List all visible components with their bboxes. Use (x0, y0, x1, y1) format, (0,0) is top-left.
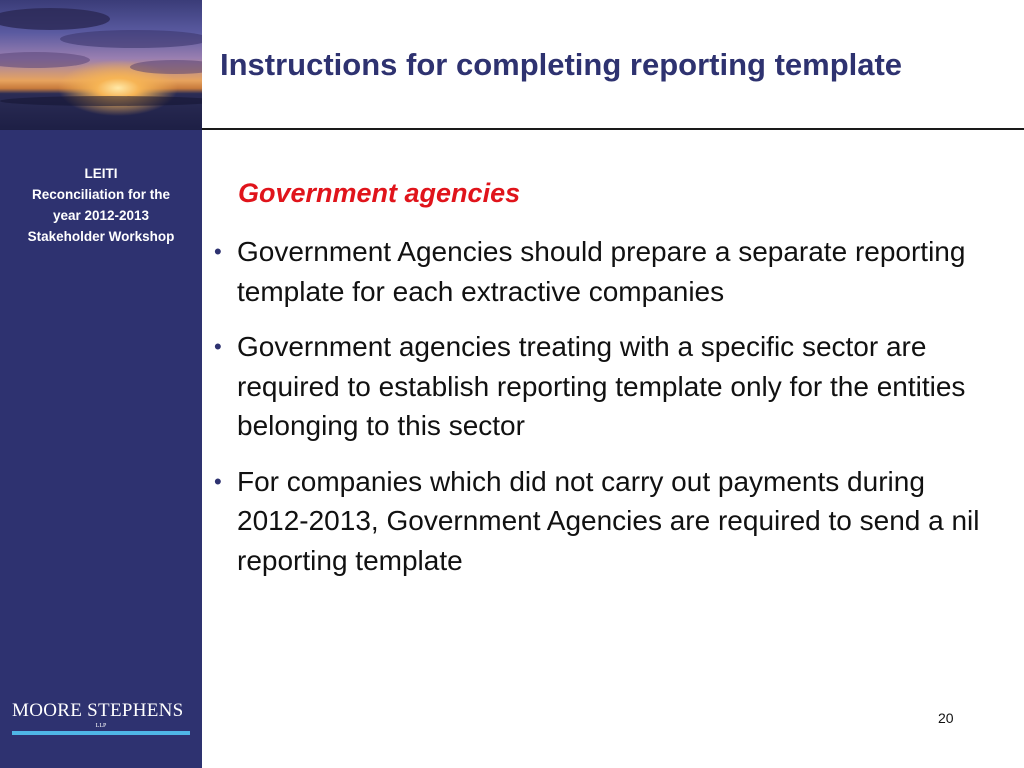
sidebar (0, 0, 202, 768)
sidebar-line: LEITI (84, 166, 118, 181)
moore-stephens-logo (12, 700, 192, 735)
bullet-marker: • (214, 468, 222, 494)
bullet-item (214, 462, 1004, 581)
bullet-marker: • (214, 334, 222, 359)
page-number: 20 (938, 710, 954, 726)
bullet-text: Government agencies treating with a specific sector are required to establish reporting template only for the entities belonging to this sector (237, 331, 966, 441)
bullet-text: For companies which did not carry out payments during 2012-2013, Government Agencies are required to send a nil reporting template (237, 465, 980, 576)
logo-bar (12, 731, 190, 735)
sidebar-line: year 2012-2013 (52, 208, 150, 223)
bullet-item (214, 232, 1004, 311)
bullet-marker: • (214, 239, 222, 264)
logo-name: MOORE STEPHENS (12, 700, 184, 721)
sidebar-line: Stakeholder Workshop (27, 229, 175, 244)
bullet-text: Government Agencies should prepare a separate reporting template for each extractive companies (237, 236, 966, 307)
slide-title: Instructions for completing reporting template (220, 47, 903, 82)
sidebar-line: Reconciliation for the (31, 187, 170, 202)
sunset-image (0, 0, 202, 130)
bullet-list (214, 232, 1004, 596)
sidebar-caption (0, 163, 202, 247)
logo-sub: LLP (95, 723, 107, 729)
title-divider (202, 128, 1024, 130)
section-subheading: Government agencies (238, 178, 521, 208)
bullet-item (214, 327, 1004, 446)
